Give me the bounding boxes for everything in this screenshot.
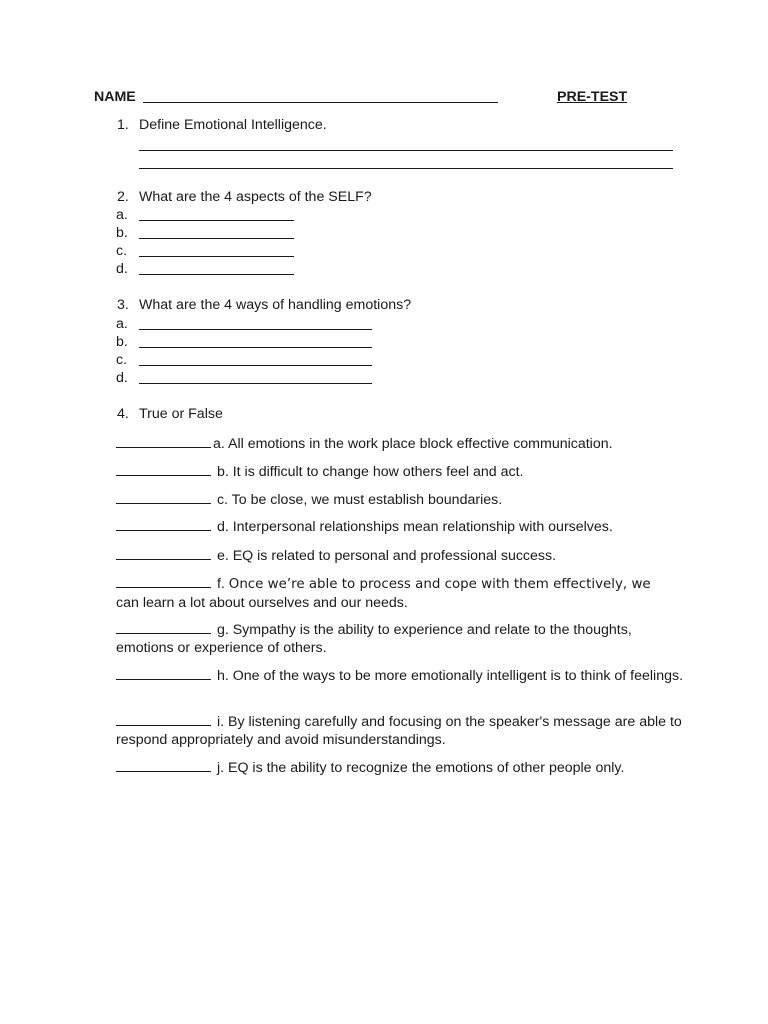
q3-answer-b[interactable] (139, 333, 372, 353)
q3-answer-d[interactable] (139, 369, 372, 389)
tf-statement-g: g. Sympathy is the ability to experience and relate to the thoughts, emotions or experience of others. (116, 622, 632, 656)
tf-answer-blank-a[interactable] (116, 433, 211, 448)
q3-text: What are the 4 ways of handling emotions? (139, 297, 412, 313)
name-label: NAME (94, 89, 136, 105)
q3-letter-b: b. (116, 334, 128, 350)
tf-item-i (116, 711, 686, 749)
name-field[interactable] (143, 88, 498, 108)
q4-text: True or False (139, 406, 223, 422)
q2-letter-a: a. (116, 207, 128, 223)
q3-letter-c: c. (116, 352, 128, 368)
tf-answer-blank-i[interactable] (116, 711, 211, 726)
tf-item-b (116, 461, 686, 481)
q2-answer-d[interactable] (139, 260, 294, 280)
tf-answer-blank-e[interactable] (116, 545, 211, 560)
q2-answer-b[interactable] (139, 224, 294, 244)
q2-letter-c: c. (116, 243, 128, 259)
q3-answer-a[interactable] (139, 315, 372, 335)
q3-letter-d: d. (116, 370, 128, 386)
tf-item-h (116, 665, 686, 685)
tf-answer-blank-f[interactable] (116, 573, 211, 588)
q4-number: 4. (117, 406, 129, 422)
q1-text: Define Emotional Intelligence. (139, 117, 327, 133)
q2-answer-a[interactable] (139, 206, 294, 226)
tf-item-a (116, 433, 686, 453)
q1-number: 1. (117, 117, 129, 133)
q2-answer-c[interactable] (139, 242, 294, 262)
q3-answer-c[interactable] (139, 351, 372, 371)
tf-item-d (116, 516, 686, 536)
tf-answer-blank-d[interactable] (116, 516, 211, 531)
tf-item-c (116, 489, 686, 509)
tf-answer-blank-b[interactable] (116, 461, 211, 476)
q2-letter-d: d. (116, 261, 128, 277)
tf-answer-blank-j[interactable] (116, 757, 211, 772)
tf-statement-b: b. It is difficult to change how others feel and act. (213, 464, 524, 480)
tf-statement-e: e. EQ is related to personal and professional success. (213, 548, 557, 564)
tf-statement-j: j. EQ is the ability to recognize the emotions of other people only. (213, 760, 625, 776)
tf-statement-c: c. To be close, we must establish boundaries. (213, 492, 503, 508)
q1-answer-line-1[interactable] (139, 136, 673, 156)
tf-item-j (116, 757, 686, 777)
tf-statement-d: d. Interpersonal relationships mean relationship with ourselves. (213, 519, 613, 535)
tf-answer-blank-h[interactable] (116, 665, 211, 680)
tf-item-g (116, 619, 686, 657)
q3-number: 3. (117, 297, 129, 313)
tf-item-e (116, 545, 686, 565)
q3-letter-a: a. (116, 316, 128, 332)
q2-text: What are the 4 aspects of the SELF? (139, 189, 372, 205)
tf-statement-f-line1: Once we’re able to process and cope with them effectively, we (228, 577, 651, 592)
q2-letter-b: b. (116, 225, 128, 241)
tf-statement-h: h. One of the ways to be more emotionally intelligent is to think of feelings. (213, 668, 684, 684)
tf-answer-blank-c[interactable] (116, 489, 211, 504)
q1-answer-line-2[interactable] (139, 154, 673, 174)
tf-statement-f-line2: can learn a lot about ourselves and our needs. (116, 595, 408, 611)
tf-answer-blank-g[interactable] (116, 619, 211, 634)
tf-statement-i: i. By listening carefully and focusing on the speaker's message are able to respond appropriately and avoid misunderstandings. (116, 714, 682, 748)
q2-number: 2. (117, 189, 129, 205)
tf-statement-a: a. All emotions in the work place block effective communication. (213, 436, 613, 452)
tf-statement-f-label: f. (213, 576, 229, 592)
tf-item-f (116, 573, 686, 612)
page-title: PRE-TEST (557, 89, 628, 105)
